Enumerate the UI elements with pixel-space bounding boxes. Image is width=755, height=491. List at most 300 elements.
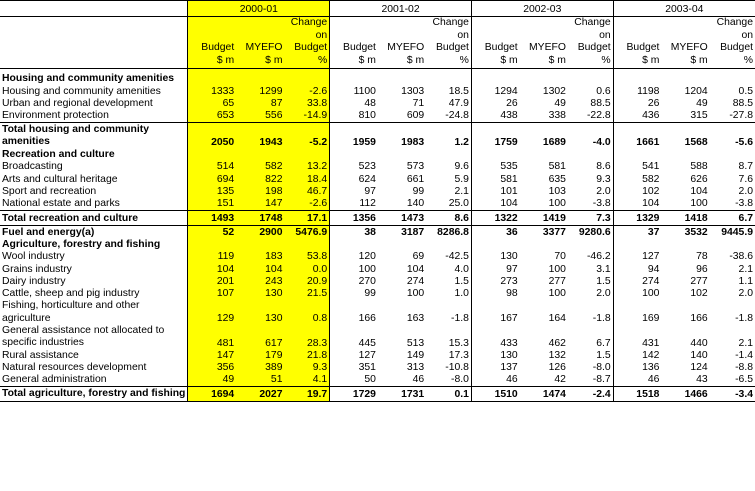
value-cell: 1299	[236, 85, 284, 97]
column-header-change	[568, 17, 613, 69]
value-cell: 129	[188, 300, 236, 325]
value-cell: 38	[330, 225, 378, 239]
column-header-budget	[613, 17, 661, 69]
value-cell: 9.3	[284, 362, 329, 374]
column-header-line: Budget	[484, 42, 518, 53]
value-cell: 431	[613, 325, 661, 350]
column-header-myefo	[520, 17, 568, 69]
table-row	[0, 85, 755, 97]
year-header: 2002-03	[471, 1, 613, 17]
value-cell: 46.7	[284, 186, 329, 198]
value-cell: 52	[188, 225, 236, 239]
value-cell	[330, 239, 378, 251]
value-cell: 581	[548, 161, 566, 173]
value-cell: 389	[236, 362, 284, 374]
value-cell: 356	[188, 362, 236, 374]
value-cell: 130	[471, 350, 519, 362]
value-cell: 2.0	[596, 185, 611, 197]
column-header-line: Budget	[435, 42, 469, 53]
value-cell: 104	[188, 263, 236, 275]
value-cell: 1568	[661, 123, 709, 149]
value-cell: 43	[696, 374, 708, 386]
value-cell: 3187	[378, 225, 426, 239]
table-row	[0, 161, 755, 173]
row-label: Arts and cultural heritage	[2, 173, 118, 185]
column-header-line: MYEFO	[529, 42, 566, 53]
value-cell: 26	[613, 98, 661, 110]
value-cell: -1.8	[451, 312, 469, 324]
value-cell: 88.5	[732, 97, 753, 109]
value-cell	[426, 239, 471, 251]
value-cell: 617	[236, 325, 284, 350]
value-cell: 1204	[684, 85, 708, 97]
value-cell	[378, 239, 426, 251]
value-cell	[284, 149, 329, 161]
value-cell	[710, 149, 755, 161]
value-cell: 1748	[236, 211, 284, 225]
value-cell: 1.2	[426, 123, 471, 149]
value-cell	[613, 239, 661, 251]
value-cell: 151	[188, 198, 236, 211]
value-cell: 96	[696, 263, 708, 275]
value-cell: 25.0	[448, 198, 469, 210]
row-label: Natural resources development	[2, 362, 147, 374]
value-cell: 1731	[378, 387, 426, 401]
value-cell: 1333	[188, 85, 236, 97]
value-cell: 514	[188, 161, 236, 173]
value-cell	[661, 149, 709, 161]
value-cell: 1294	[471, 85, 519, 97]
value-cell: 1329	[613, 211, 661, 225]
value-cell: 3532	[661, 225, 709, 239]
value-cell: 137	[471, 362, 519, 374]
value-cell: 243	[236, 276, 284, 288]
value-cell: 0.5	[738, 85, 753, 97]
value-cell: 46	[471, 374, 519, 387]
column-header-line: %	[743, 54, 753, 66]
value-cell	[330, 73, 378, 85]
table-row	[0, 198, 755, 211]
row-label: Sport and recreation	[2, 185, 97, 197]
table-row	[0, 288, 755, 300]
value-cell: 36	[471, 225, 519, 239]
year-header: 2003-04	[613, 1, 755, 17]
value-cell: 167	[471, 300, 519, 325]
value-cell: 99	[412, 185, 425, 197]
column-header-line: $ m	[690, 54, 708, 66]
row-label: Rural assistance	[2, 349, 79, 361]
column-header-line: $ m	[548, 54, 566, 66]
value-cell: 101	[471, 186, 519, 198]
value-cell: -3.4	[710, 387, 755, 401]
row-label: Cattle, sheep and pig industry	[2, 288, 140, 300]
value-cell: 140	[690, 349, 708, 361]
value-cell: 147	[188, 350, 236, 362]
value-cell: 100	[406, 288, 425, 300]
value-cell: 274	[406, 276, 425, 288]
table-row	[0, 325, 755, 350]
value-cell: 99	[330, 288, 378, 300]
value-cell: 71	[412, 97, 425, 109]
value-cell	[188, 149, 236, 161]
table-row	[0, 98, 755, 110]
value-cell: -2.4	[568, 387, 613, 401]
value-cell: 21.8	[284, 350, 329, 362]
value-cell: 1943	[236, 123, 284, 149]
value-cell: -8.7	[592, 374, 611, 386]
row-label: General administration	[2, 374, 107, 386]
value-cell: 1.1	[738, 276, 753, 288]
value-cell: -8.0	[451, 374, 469, 386]
section-header-row	[0, 149, 755, 161]
value-cell: 70	[554, 251, 566, 263]
column-header-line: $ m	[406, 54, 425, 66]
section-header-row	[0, 239, 755, 251]
value-cell: 104	[471, 198, 519, 211]
value-cell: 1474	[520, 387, 568, 401]
value-cell	[284, 73, 329, 85]
value-cell: -8.8	[735, 362, 753, 374]
value-cell: 119	[188, 251, 236, 263]
value-cell	[661, 73, 709, 85]
column-header-line: Budget	[720, 42, 753, 53]
value-cell: 1322	[471, 211, 519, 225]
value-cell: -22.8	[586, 110, 611, 122]
row-label: Fuel and energy(a)	[0, 225, 188, 239]
value-cell: 440	[690, 337, 708, 349]
value-cell: 42	[554, 374, 566, 386]
value-cell: 15.3	[448, 337, 469, 349]
table-row	[0, 300, 755, 325]
value-cell: 1303	[401, 85, 425, 97]
value-cell: 130	[471, 251, 519, 263]
value-cell: 107	[188, 288, 236, 300]
value-cell: 513	[406, 337, 425, 349]
table-row	[0, 173, 755, 185]
column-header-line: Budget	[626, 42, 660, 53]
value-cell: -1.8	[735, 312, 753, 324]
value-cell	[613, 73, 661, 85]
value-cell: 1729	[330, 387, 378, 401]
column-header-myefo	[236, 17, 284, 69]
value-cell: 481	[188, 325, 236, 350]
value-cell	[330, 149, 378, 161]
value-cell: 338	[548, 110, 566, 122]
value-cell	[471, 239, 519, 251]
value-cell: 100	[548, 198, 566, 210]
value-cell: 169	[613, 300, 661, 325]
value-cell	[661, 239, 709, 251]
value-cell: 1418	[661, 211, 709, 225]
value-cell: -42.5	[445, 251, 469, 263]
column-header-line: %	[601, 54, 611, 66]
value-cell: -24.8	[445, 110, 469, 122]
value-cell	[471, 73, 519, 85]
value-cell: -1.8	[592, 312, 611, 324]
value-cell: 3377	[520, 225, 568, 239]
value-cell: 626	[690, 173, 708, 185]
value-cell: 78	[696, 251, 708, 263]
column-header-budget	[471, 17, 519, 69]
column-header-line: $ m	[265, 54, 283, 66]
value-cell: 0.6	[596, 85, 611, 97]
value-cell: 582	[236, 161, 284, 173]
total-row	[0, 123, 755, 149]
value-cell: 541	[613, 161, 661, 173]
value-cell: 1466	[661, 387, 709, 401]
value-cell: 164	[548, 312, 566, 324]
value-cell: -10.8	[445, 362, 469, 374]
value-cell: 18.5	[448, 85, 469, 97]
value-cell: -3.8	[735, 198, 753, 210]
row-label: Total recreation and culture	[0, 211, 188, 225]
table-row	[0, 186, 755, 198]
value-cell: -38.6	[729, 251, 753, 263]
value-cell: -3.8	[592, 198, 611, 210]
value-cell: 201	[188, 276, 236, 288]
value-cell: 1694	[188, 387, 236, 401]
value-cell: 97	[471, 263, 519, 275]
value-cell: 313	[406, 362, 425, 374]
value-cell: 130	[236, 288, 284, 300]
column-header-line: MYEFO	[670, 42, 708, 53]
value-cell: 635	[548, 173, 566, 185]
value-cell	[378, 73, 426, 85]
row-label: Agriculture, forestry and fishing	[2, 238, 161, 250]
value-cell: -27.8	[729, 110, 753, 122]
value-cell: 810	[330, 110, 378, 123]
value-cell: 2.0	[738, 185, 753, 197]
value-cell: 183	[236, 251, 284, 263]
value-cell: 3.1	[596, 263, 611, 275]
value-cell: 20.9	[284, 276, 329, 288]
value-cell	[378, 149, 426, 161]
value-cell	[284, 239, 329, 251]
value-cell: 33.8	[284, 98, 329, 110]
value-cell: 7.3	[568, 211, 613, 225]
column-header-line: MYEFO	[245, 42, 283, 53]
value-cell: 9445.9	[710, 225, 755, 239]
value-cell: 17.3	[448, 349, 469, 361]
value-cell: -2.6	[284, 85, 329, 97]
table-row	[0, 110, 755, 123]
value-cell: 8.6	[596, 161, 611, 173]
value-cell: 8.6	[426, 211, 471, 225]
value-cell: 1661	[613, 123, 661, 149]
value-cell: 47.9	[448, 97, 469, 109]
value-cell: 147	[236, 198, 284, 211]
value-cell: 28.3	[284, 325, 329, 350]
column-header-line: Budget	[577, 42, 611, 53]
table-row	[0, 251, 755, 263]
value-cell: 609	[406, 110, 425, 122]
value-cell: 1.5	[596, 349, 611, 361]
value-cell: 49	[188, 374, 236, 387]
column-header-change	[426, 17, 471, 69]
column-header-myefo	[378, 17, 426, 69]
column-header-line: %	[317, 54, 328, 66]
value-cell: 2.0	[738, 288, 753, 300]
column-header-line: on	[741, 29, 753, 41]
column-header-change	[710, 17, 755, 69]
value-cell: 98	[471, 288, 519, 300]
row-label: National estate and parks	[2, 198, 120, 210]
value-cell: 26	[471, 98, 519, 110]
total-row	[0, 225, 755, 239]
column-header-row	[0, 17, 755, 69]
value-cell: 270	[330, 276, 378, 288]
value-cell	[188, 73, 236, 85]
section-header-row	[0, 73, 755, 85]
value-cell: 132	[548, 349, 566, 361]
value-cell: 2.1	[738, 263, 753, 275]
value-cell: 2.1	[738, 337, 753, 349]
column-header-line: $ m	[216, 54, 235, 66]
value-cell: -14.9	[284, 110, 329, 123]
value-cell: 581	[471, 173, 519, 185]
row-label: Wool industry	[2, 251, 65, 263]
value-cell: 103	[548, 185, 566, 197]
value-cell: 100	[548, 263, 566, 275]
value-cell: 49	[696, 97, 708, 109]
value-cell: 6.7	[710, 211, 755, 225]
value-cell: 8286.8	[426, 225, 471, 239]
value-cell: 274	[613, 276, 661, 288]
column-header-line: Budget	[201, 42, 235, 53]
value-cell: 1493	[188, 211, 236, 225]
value-cell: 653	[188, 110, 236, 123]
value-cell	[568, 239, 613, 251]
year-header: 2000-01	[188, 1, 330, 17]
value-cell: 0.8	[284, 300, 329, 325]
value-cell: 433	[471, 325, 519, 350]
value-cell: 5.9	[454, 173, 469, 185]
column-header-line: %	[459, 54, 469, 66]
value-cell: 0.1	[426, 387, 471, 401]
column-header-line: MYEFO	[387, 42, 425, 53]
total-row	[0, 211, 755, 225]
row-label: Broadcasting	[2, 161, 63, 173]
column-header-line: Change	[716, 17, 753, 28]
value-cell: 87	[236, 98, 284, 110]
value-cell	[520, 73, 568, 85]
value-cell: 198	[236, 186, 284, 198]
year-header: 2001-02	[330, 1, 472, 17]
value-cell: 822	[236, 173, 284, 185]
value-cell: 523	[330, 161, 378, 173]
column-header-line: Change	[432, 17, 469, 28]
row-label: Grains industry	[2, 263, 72, 275]
header-label-blank	[0, 17, 188, 69]
value-cell: 1.5	[454, 276, 469, 288]
value-cell: 9280.6	[568, 225, 613, 239]
value-cell	[236, 73, 284, 85]
column-header-line: on	[315, 29, 328, 41]
value-cell	[710, 73, 755, 85]
row-label: Housing and community amenities	[2, 73, 175, 84]
column-header-line: on	[599, 29, 611, 41]
value-cell: 97	[330, 186, 378, 198]
column-header-change	[284, 17, 329, 69]
value-cell: 1.5	[596, 276, 611, 288]
column-header-line: on	[457, 29, 469, 41]
value-cell	[520, 239, 568, 251]
value-cell: 100	[613, 288, 661, 300]
value-cell	[568, 149, 613, 161]
row-label: Recreation and culture	[2, 149, 115, 161]
value-cell: 140	[406, 198, 425, 210]
table-row	[0, 276, 755, 288]
column-header-line: Budget	[294, 42, 328, 53]
value-cell: 94	[613, 263, 661, 275]
value-cell	[710, 239, 755, 251]
value-cell: 1689	[520, 123, 568, 149]
value-cell: 88.5	[590, 97, 611, 109]
column-header-line: $ m	[500, 54, 518, 66]
value-cell: 21.5	[284, 288, 329, 300]
value-cell: 37	[613, 225, 661, 239]
value-cell: 163	[406, 312, 425, 324]
value-cell: 124	[690, 362, 708, 374]
value-cell: 0.0	[284, 263, 329, 275]
value-cell: 1198	[613, 85, 661, 97]
value-cell: 53.8	[284, 251, 329, 263]
value-cell: 1356	[330, 211, 378, 225]
value-cell: 462	[548, 337, 566, 349]
column-header-line: $ m	[642, 54, 660, 66]
value-cell: 5476.9	[284, 225, 329, 239]
value-cell: 8.7	[738, 161, 753, 173]
value-cell: 1100	[330, 85, 378, 97]
value-cell: 4.0	[454, 263, 469, 275]
value-cell: 166	[330, 300, 378, 325]
value-cell: 100	[330, 263, 378, 275]
value-cell: 126	[548, 362, 566, 374]
value-cell: 136	[613, 362, 661, 374]
value-cell	[613, 149, 661, 161]
value-cell: 69	[412, 251, 425, 263]
value-cell	[188, 239, 236, 251]
year-header-row	[0, 1, 755, 17]
value-cell: 588	[690, 161, 708, 173]
row-label: Urban and regional development	[2, 97, 153, 109]
column-header-line: $ m	[358, 54, 376, 66]
value-cell: 104	[613, 198, 661, 211]
value-cell	[236, 239, 284, 251]
value-cell: 18.4	[284, 173, 329, 185]
value-cell: 102	[690, 288, 708, 300]
value-cell: 1510	[471, 387, 519, 401]
value-cell: 661	[406, 173, 425, 185]
value-cell: 445	[330, 325, 378, 350]
value-cell: 104	[236, 263, 284, 275]
value-cell: 1473	[378, 211, 426, 225]
value-cell: 46	[613, 374, 661, 387]
table-row	[0, 350, 755, 362]
row-label: Housing and community amenities	[2, 85, 161, 97]
value-cell: 1419	[520, 211, 568, 225]
value-cell: 1302	[542, 85, 566, 97]
value-cell: 127	[330, 350, 378, 362]
value-cell: 127	[613, 251, 661, 263]
value-cell: -4.0	[568, 123, 613, 149]
value-cell: 17.1	[284, 211, 329, 225]
value-cell: 1759	[471, 123, 519, 149]
value-cell: 4.1	[284, 374, 329, 387]
value-cell	[426, 73, 471, 85]
value-cell: 100	[690, 198, 708, 210]
value-cell: 573	[406, 161, 425, 173]
